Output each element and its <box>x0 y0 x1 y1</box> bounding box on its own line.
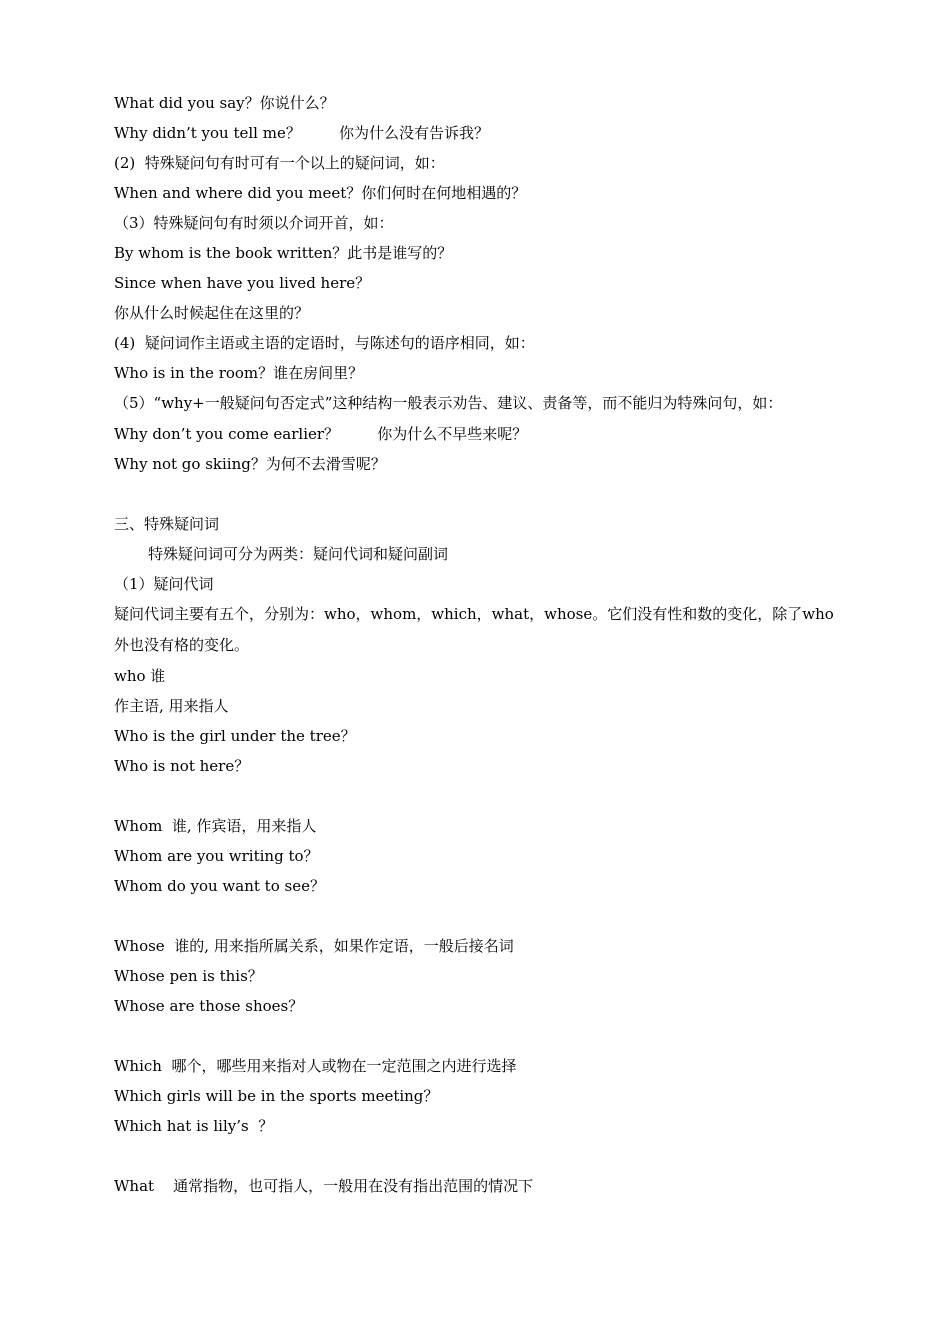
text-line: What 通常指物，也可指人，一般用在没有指出范围的情况下 <box>114 1177 534 1195</box>
blank-line <box>114 479 844 509</box>
text-line: Which hat is lily’s ？ <box>114 1117 274 1135</box>
blank-line <box>114 1141 844 1171</box>
text-line: What did you say？你说什么？ <box>114 94 335 112</box>
text-line: (2) 特殊疑问句有时可有一个以上的疑问词，如： <box>114 154 445 172</box>
text-line: Whom are you writing to？ <box>114 847 319 865</box>
text-line: Who is in the room？谁在房间里？ <box>114 364 364 382</box>
blank-line <box>114 781 844 811</box>
text-line: Whose pen is this？ <box>114 967 263 985</box>
document-page <box>114 88 844 1201</box>
text-line: Why didn’t you tell me？ 你为什么没有告诉我？ <box>114 124 489 142</box>
text-line: 你从什么时候起住在这里的？ <box>114 304 310 322</box>
text-line: Whom 谁, 作宾语，用来指人 <box>114 817 317 835</box>
section-heading: 三、特殊疑问词 <box>114 515 220 533</box>
text-line: Since when have you lived here？ <box>114 274 371 292</box>
text-paragraph: （5）“why+一般疑问句否定式”这种结构一般表示劝告、建议、责备等，而不能归为特殊问句，如： <box>114 394 783 412</box>
text-line: Whom do you want to see？ <box>114 877 325 895</box>
text-line: Who is not here？ <box>114 757 250 775</box>
text-line: who 谁 <box>114 667 166 685</box>
text-paragraph: 疑问代词主要有五个，分别为：who，whom，which，what，whose。它们没有性和数的变化，除了who外也没有格的变化。 <box>114 605 834 654</box>
text-line: Whose 谁的, 用来指所属关系，如果作定语，一般后接名词 <box>114 937 514 955</box>
text-line: Why not go skiing？为何不去滑雪呢？ <box>114 455 386 473</box>
text-line: 作主语, 用来指人 <box>114 697 229 715</box>
text-line: When and where did you meet？你们何时在何地相遇的？ <box>114 184 527 202</box>
blank-line <box>114 901 844 931</box>
text-line: (4) 疑问词作主语或主语的定语时，与陈述句的语序相同，如： <box>114 334 535 352</box>
text-line: Who is the girl under the tree？ <box>114 727 356 745</box>
text-line: By whom is the book written？此书是谁写的？ <box>114 244 453 262</box>
text-line: Which girls will be in the sports meeting？ <box>114 1087 439 1105</box>
subsection-heading: （1）疑问代词 <box>114 575 214 593</box>
text-line: 特殊疑问词可分为两类：疑问代词和疑问副词 <box>148 545 449 563</box>
blank-line <box>114 1021 844 1051</box>
text-line: Whose are those shoes？ <box>114 997 304 1015</box>
text-line: Why don’t you come earlier？ 你为什么不早些来呢？ <box>114 425 528 443</box>
text-line: Which 哪个，哪些用来指对人或物在一定范围之内进行选择 <box>114 1057 517 1075</box>
text-line: （3）特殊疑问句有时须以介词开首，如： <box>114 214 394 232</box>
